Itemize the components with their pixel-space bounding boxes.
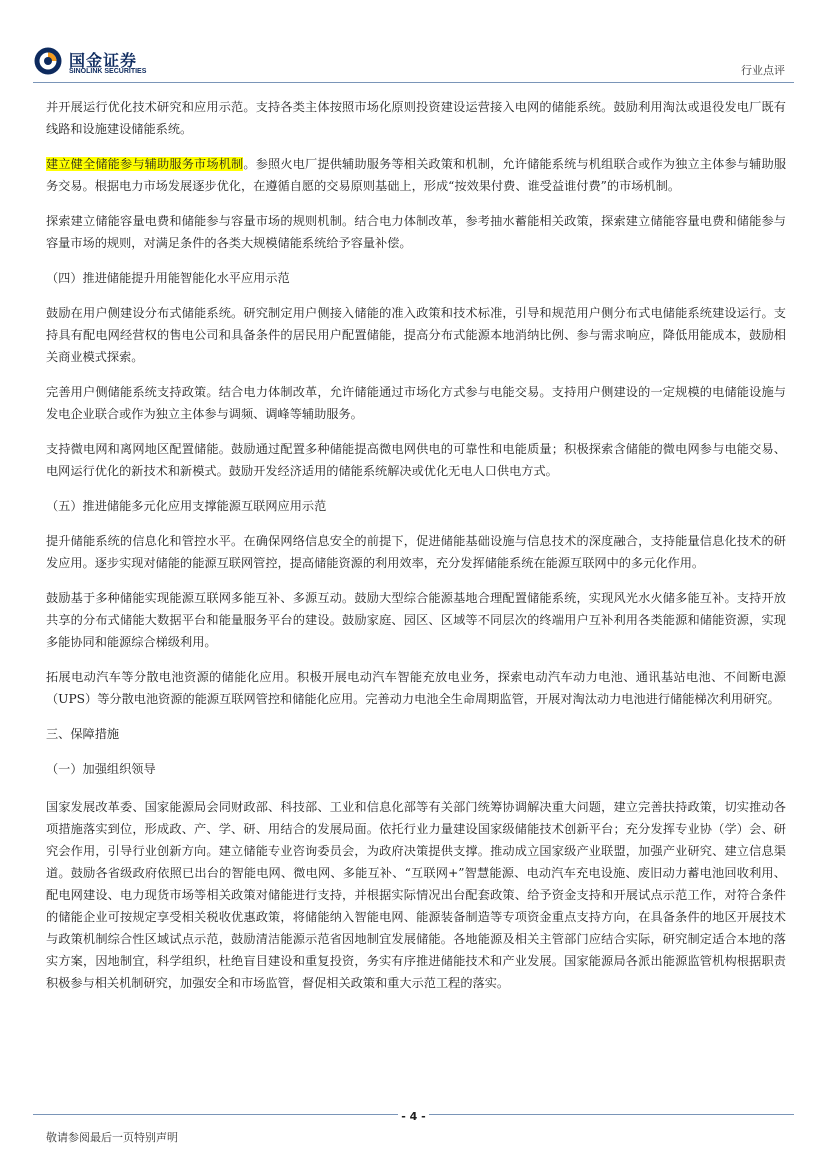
paragraph: 支持微电网和离网地区配置储能。鼓励通过配置多种储能提高微电网供电的可靠性和电能质量；积极探索含储能的微电网参与电能交易、电网运行优化的新技术和新模式。鼓励开发经济适用的储能系统解决或优化无电人口供电方式。 [46,442,786,478]
paragraph: 拓展电动汽车等分散电池资源的储能化应用。积极开展电动汽车智能充放电业务，探索电动汽车动力电池、通讯基站电池、不间断电源（UPS）等分散电池资源的能源互联网管控和储能化应用。完善动力电池全生命周期监管，开展对淘汰动力电池进行储能梯次利用研究。 [46,670,786,706]
disclaimer-note: 敬请参阅最后一页特别声明 [46,1131,178,1144]
section-heading: （五）推进储能多元化应用支撑能源互联网应用示范 [46,499,327,513]
paragraph: 鼓励基于多种储能实现能源互联网多能互补、多源互动。鼓励大型综合能源基地合理配置储能系统，实现风光水火储多能互补。支持开放共享的分布式储能大数据平台和能量服务平台的建设。鼓励家庭、园区、区域等不同层次的终端用户互补利用各类能源和储能资源，实现多能协同和能源综合梯级利用。 [46,591,786,649]
logo-chinese-name: 国金证券 [69,51,138,70]
paragraph: 完善用户侧储能系统支持政策。结合电力体制改革，允许储能通过市场化方式参与电能交易。支持用户侧建设的一定规模的电储能设施与发电企业联合或作为独立主体参与调频、调峰等辅助服务。 [46,385,786,421]
page-number-text: - 4 - [398,1110,428,1123]
paragraph: 探索建立储能容量电费和储能参与容量市场的规则机制。结合电力体制改革，参考抽水蓄能相关政策，探索建立储能容量电费和储能参与容量市场的规则，对满足条件的各类大规模储能系统给予容量补偿。 [46,214,786,250]
section-heading: 三、保障措施 [46,727,120,741]
logo-english-name: SINOLINK SECURITIES [69,68,147,75]
document-body [46,96,786,994]
report-type-label: 行业点评 [741,64,785,77]
section-heading: （一）加强组织领导 [46,762,156,776]
sinolink-logo-icon [33,46,63,76]
page-number [0,1110,827,1123]
page-header [0,0,827,90]
paragraph: 提升储能系统的信息化和管控水平。在确保网络信息安全的前提下，促进储能基础设施与信息技术的深度融合，支持能量信息化技术的研发应用。逐步实现对储能的能源互联网管控，提高储能资源的利用效率，充分发挥储能系统在能源互联网中的多元化作用。 [46,534,786,570]
section-heading: （四）推进储能提升用能智能化水平应用示范 [46,271,290,285]
paragraph: 国家发展改革委、国家能源局会同财政部、科技部、工业和信息化部等有关部门统筹协调解决重大问题，建立完善扶持政策，切实推动各项措施落实到位，形成政、产、学、研、用结合的发展局面。依托行业力量建设国家级储能技术创新平台；充分发挥专业协（学）会、研究会作用，引导行业创新方向。建立储能专业咨询委员会，为政府决策提供支撑。推动成立国家级产业联盟，加强产业研究、建立信息渠道。鼓励各省级政府依照已出台的智能电网、微电网、多能互补、“互联网+”智慧能源、电动汽车充电设施、废旧动力蓄电池回收利用、配电网建设、电力现货市场等相关政策对储能进行支持，并根据实际情况出台配套政策、给予资金支持和开展试点示范工作，对符合条件的储能企业可按规定享受相关税收优惠政策，将储能纳入智能电网、能源装备制造等专项资金重点支持方向，在具备条件的地区开展技术与政策机制综合性区域试点示范，鼓励清洁能源示范省因地制宜发展储能。各地能源及相关主管部门应结合实际，研究制定适合本地的落实方案，因地制宜，科学组织，杜绝盲目建设和重复投资，务实有序推进储能技术和产业发展。国家能源局各派出能源监管机构根据职责积极参与相关机制研究，加强安全和市场监管，督促相关政策和重大示范工程的落实。 [46,800,786,990]
highlighted-text: 建立健全储能参与辅助服务市场机制 [46,157,244,171]
paragraph [46,153,786,197]
header-divider [33,82,794,83]
paragraph: 并开展运行优化技术研究和应用示范。支持各类主体按照市场化原则投资建设运营接入电网的储能系统。鼓励利用淘汰或退役发电厂既有线路和设施建设储能系统。 [46,100,786,136]
paragraph: 鼓励在用户侧建设分布式储能系统。研究制定用户侧接入储能的准入政策和技术标准，引导和规范用户侧分布式电储能系统建设运行。支持具有配电网经营权的售电公司和具备条件的居民用户配置储能，提高分布式能源本地消纳比例、参与需求响应，降低用能成本，鼓励相关商业模式探索。 [46,306,786,364]
company-logo [33,46,173,78]
paragraph-text: 。参照火电厂提供辅助服务等相关政策和机制，允许储能系统与机组联合或作为独立主体参与辅助服务交易。根据电力市场发展逐步优化，在遵循自愿的交易原则基础上，形成“按效果付费、谁受益谁付费”的市场机制。 [46,157,787,193]
